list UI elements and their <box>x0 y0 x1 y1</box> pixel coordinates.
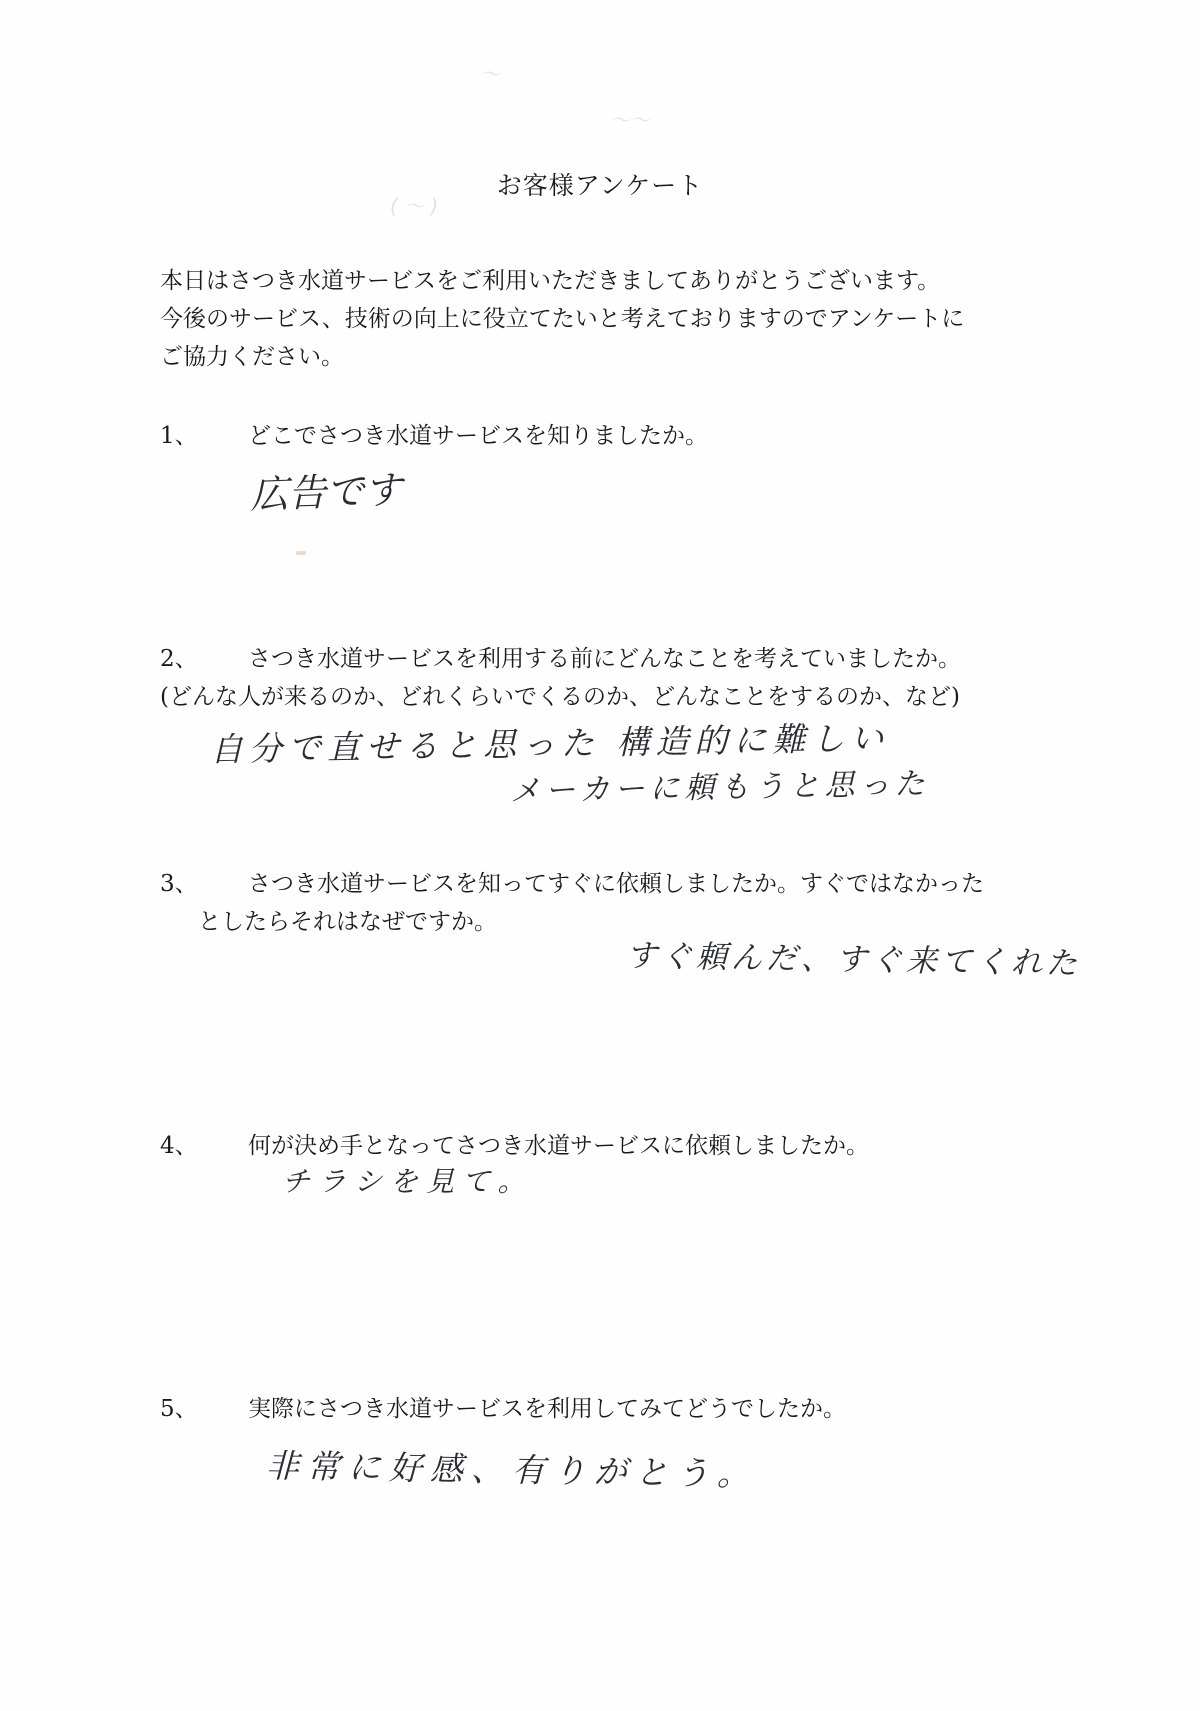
question-number: 1、 <box>160 423 198 449</box>
question-number: 5、 <box>160 1396 198 1422</box>
question-text: さつき水道サービスを利用する前にどんなことを考えていましたか。 <box>248 646 961 672</box>
show-through-mark: 〜 <box>480 62 500 86</box>
intro-line: 本日はさつき水道サービスをご利用いただきましてありがとうございます。 <box>160 268 941 294</box>
question-text: どこでさつき水道サービスを知りましたか。 <box>248 423 708 449</box>
question-number: 4、 <box>160 1133 198 1159</box>
question-text: さつき水道サービスを知ってすぐに依頼しましたか。すぐではなかった <box>248 871 984 897</box>
question-text: 実際にさつき水道サービスを利用してみてどうでしたか。 <box>248 1396 846 1422</box>
intro-line: ご協力ください。 <box>160 344 344 370</box>
question-number: 2、 <box>160 646 198 672</box>
answer-2-line-2: メーカーに頼もうと思った <box>509 766 930 809</box>
answer-4: チラシを見て。 <box>282 1165 534 1198</box>
answer-1: 広告です <box>249 467 403 517</box>
question-continuation: としたらそれはなぜですか。 <box>198 909 497 935</box>
answer-3: すぐ頼んだ、すぐ来てくれた <box>625 938 1082 982</box>
answer-5: 非常に好感、有りがとう。 <box>265 1446 759 1494</box>
paper-smudge <box>296 551 306 555</box>
question-subtext: (どんな人が来るのか、どれくらいでくるのか、どんなことをするのか、など) <box>160 684 960 710</box>
page-title: お客様アンケート <box>496 171 704 200</box>
intro-paragraph <box>160 262 1060 376</box>
question-number: 3、 <box>160 871 198 897</box>
question-text: 何が決め手となってさつき水道サービスに依頼しましたか。 <box>248 1133 869 1159</box>
answer-2-line-1: 自分で直せると思った 構造的に難しい <box>209 718 890 769</box>
show-through-mark: ( 〜 ) <box>390 194 439 218</box>
show-through-mark: 〜〜 <box>610 108 650 132</box>
intro-line: 今後のサービス、技術の向上に役立てたいと考えておりますのでアンケートに <box>160 306 965 332</box>
